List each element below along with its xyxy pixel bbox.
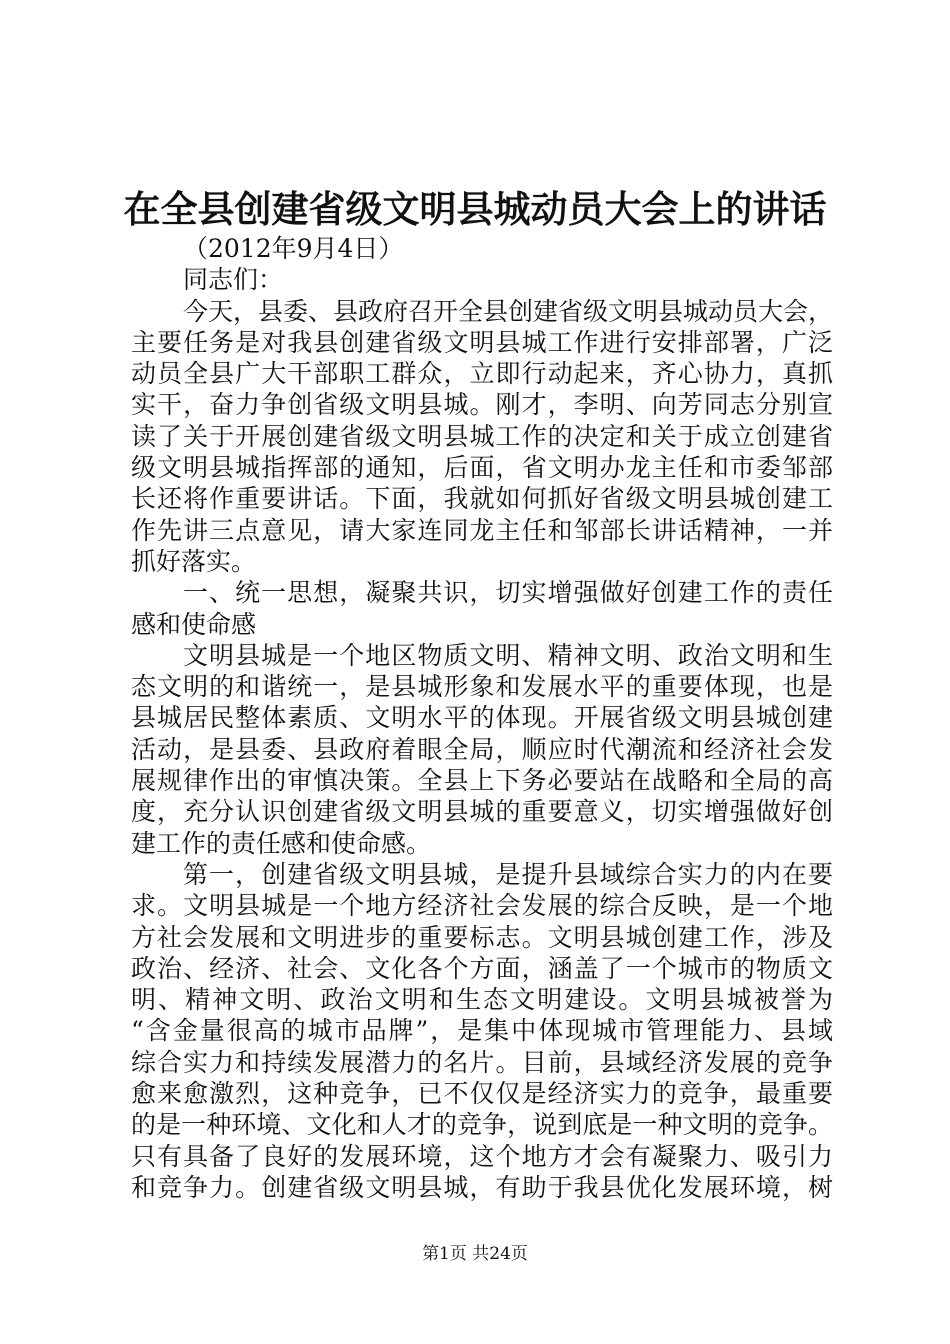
text-line: 愈来愈激烈，这种竞争，已不仅仅是经济实力的竞争，最重要 [131, 1079, 833, 1109]
text-line: 政治、经济、社会、文化各个方面，涵盖了一个城市的物质文 [131, 953, 833, 983]
text-line: 建工作的责任感和使命感。 [131, 828, 432, 858]
text-line: 今天，县委、县政府召开全县创建省级文明县城动员大会， [183, 296, 834, 326]
text-line: 展规律作出的审慎决策。全县上下务必要站在战略和全局的高 [131, 766, 833, 796]
text-line: 实干，奋力争创省级文明县城。刚才，李明、向芳同志分别宣 [131, 390, 833, 420]
text-line: 读了关于开展创建省级文明县城工作的决定和关于成立创建省 [131, 421, 833, 451]
document-body [131, 233, 833, 1203]
text-line: 抓好落实。 [131, 546, 257, 576]
page-number: 第1页 共24页 [422, 1244, 528, 1264]
text-line: 求。文明县城是一个地方经济社会发展的综合反映，是一个地 [131, 891, 833, 921]
text-line: 级文明县城指挥部的通知，后面，省文明办龙主任和市委邹部 [131, 453, 833, 483]
text-line: 感和使命感 [131, 609, 257, 639]
text-line: 第一，创建省级文明县城，是提升县域综合实力的内在要 [183, 859, 833, 889]
text-line: （2012年9月4日） [183, 234, 404, 263]
text-line: 动员全县广大干部职工群众，立即行动起来，齐心协力，真抓 [131, 359, 833, 389]
text-line: 主要任务是对我县创建省级文明县城工作进行安排部署，广泛 [131, 327, 833, 357]
text-line: 方社会发展和文明进步的重要标志。文明县城创建工作，涉及 [131, 922, 833, 952]
text-line: “含金量很高的城市品牌”，是集中体现城市管理能力、县域 [131, 1016, 833, 1046]
text-line: 只有具备了良好的发展环境，这个地方才会有凝聚力、吸引力 [131, 1141, 833, 1171]
text-line: 度，充分认识创建省级文明县城的重要意义，切实增强做好创 [131, 797, 833, 827]
text-line: 的是一种环境、文化和人才的竞争，说到底是一种文明的竞争。 [131, 1110, 833, 1140]
document-title: 在全县创建省级文明县城动员大会上的讲话 [123, 187, 827, 231]
text-line: 县城居民整体素质、文明水平的体现。开展省级文明县城创建 [131, 703, 833, 733]
text-line: 同志们： [183, 265, 284, 295]
text-line: 活动，是县委、县政府着眼全局，顺应时代潮流和经济社会发 [131, 734, 833, 764]
text-line: 态文明的和谐统一，是县城形象和发展水平的重要体现，也是 [131, 672, 833, 702]
text-line: 一、统一思想，凝聚共识，切实增强做好创建工作的责任 [183, 578, 833, 608]
text-line: 文明县城是一个地区物质文明、精神文明、政治文明和生 [183, 640, 833, 670]
text-line: 明、精神文明、政治文明和生态文明建设。文明县城被誉为 [131, 985, 833, 1015]
text-line: 长还将作重要讲话。下面，我就如何抓好省级文明县城创建工 [131, 484, 833, 514]
text-line: 综合实力和持续发展潜力的名片。目前，县域经济发展的竞争 [131, 1047, 833, 1077]
text-line: 作先讲三点意见，请大家连同龙主任和邹部长讲话精神，一并 [131, 515, 833, 545]
text-line: 和竞争力。创建省级文明县城，有助于我县优化发展环境，树 [131, 1172, 833, 1202]
